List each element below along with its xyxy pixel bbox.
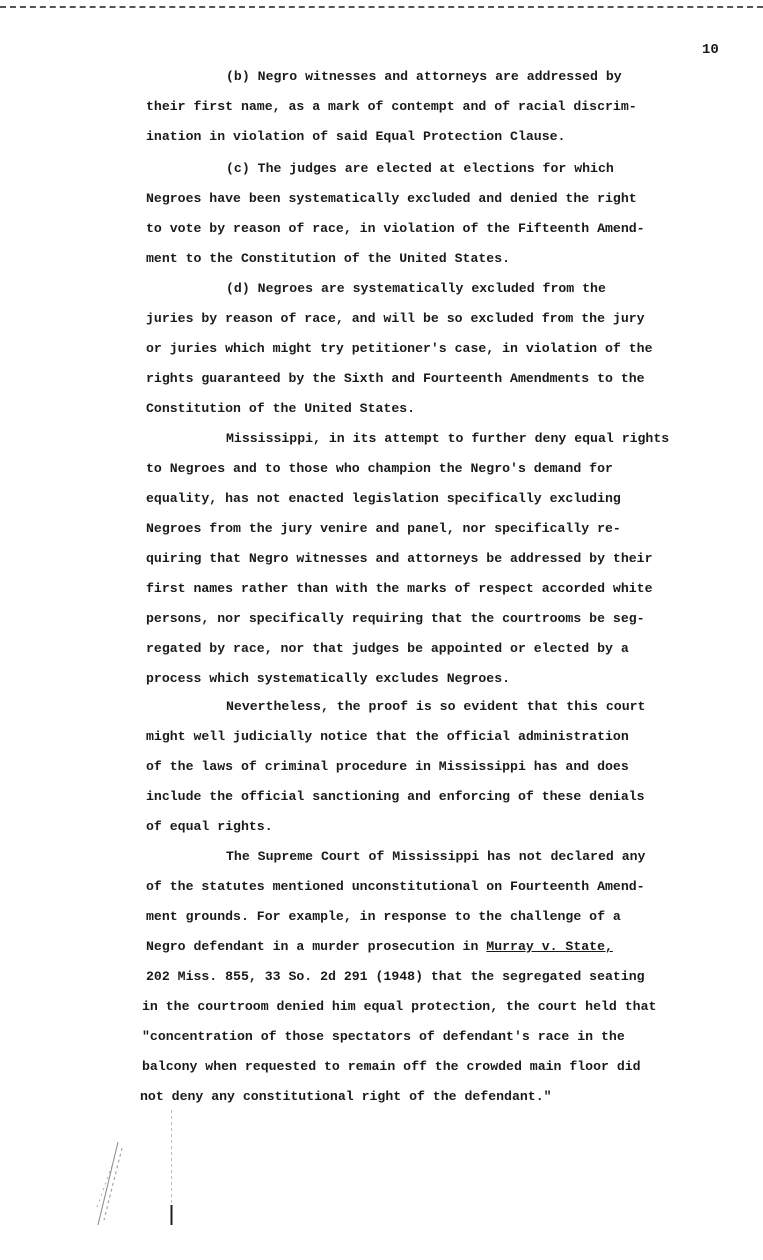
paragraph-line: The Supreme Court of Mississippi has not declared any [226,849,646,864]
paragraph-line: include the official sanctioning and enforcing of these denials [146,789,645,804]
paragraph-line: to Negroes and to those who champion the Negro's demand for [146,461,613,476]
paragraph-line: 202 Miss. 855, 33 So. 2d 291 (1948) that the segregated seating [146,969,645,984]
paragraph-line: juries by reason of race, and will be so excluded from the jury [146,311,645,326]
paragraph-c [146,154,732,274]
paragraph-line: balcony when requested to remain off the crowded main floor did [142,1059,641,1074]
paragraph-supreme-court [140,842,732,1112]
page-top-edge [0,0,763,8]
paragraph-line: (b) Negro witnesses and attorneys are addressed by [226,69,622,84]
paragraph-line: process which systematically excludes Negroes. [146,671,511,686]
paragraph-line: (d) Negroes are systematically excluded from the [226,281,606,296]
paragraph-mississippi [146,424,732,694]
paragraph-line: ment grounds. For example, in response to the challenge of a [146,909,621,924]
paragraph-line: (c) The judges are elected at elections for which [226,161,614,176]
paragraph-line-text: Negro defendant in a murder prosecution in [146,939,487,954]
paragraph-line-with-citation [66,932,732,962]
paragraph-line: might well judicially notice that the official administration [146,729,629,744]
paragraph-line: rights guaranteed by the Sixth and Fourteenth Amendments to the [146,371,645,386]
paragraph-line: persons, nor specifically requiring that the courtrooms be seg- [146,611,645,626]
page-number: 10 [702,42,719,58]
paragraph-line: quiring that Negro witnesses and attorneys be addressed by their [146,551,653,566]
margin-scribble-icon [90,1140,130,1230]
paragraph-line: Mississippi, in its attempt to further deny equal rights [226,431,670,446]
margin-vertical-line-icon [170,1110,173,1225]
paragraph-b [146,62,732,152]
paragraph-line: Constitution of the United States. [146,401,416,416]
paragraph-line: Nevertheless, the proof is so evident that this court [226,699,646,714]
case-citation-name: Murray v. State, [486,939,613,954]
paragraph-line: equality, has not enacted legislation specifically excluding [146,491,621,506]
paragraph-line: regated by race, nor that judges be appointed or elected by a [146,641,629,656]
paragraph-line: of the laws of criminal procedure in Mississippi has and does [146,759,629,774]
paragraph-line: to vote by reason of race, in violation of the Fifteenth Amend- [146,221,645,236]
paragraph-line: Negroes have been systematically excluded and denied the right [146,191,637,206]
paragraph-d [146,274,732,424]
paragraph-line: ination in violation of said Equal Protection Clause. [146,129,566,144]
paragraph-line: Negroes from the jury venire and panel, nor specifically re- [146,521,621,536]
paragraph-line: their first name, as a mark of contempt and of racial discrim- [146,99,637,114]
paragraph-line: "concentration of those spectators of defendant's race in the [142,1029,625,1044]
paragraph-line: of equal rights. [146,819,273,834]
paragraph-line: or juries which might try petitioner's case, in violation of the [146,341,653,356]
paragraph-line: in the courtroom denied him equal protection, the court held that [142,999,657,1014]
paragraph-line: ment to the Constitution of the United States. [146,251,511,266]
paragraph-nevertheless [146,692,732,842]
paragraph-line: first names rather than with the marks of respect accorded white [146,581,653,596]
paragraph-line: of the statutes mentioned unconstitutional on Fourteenth Amend- [146,879,645,894]
paragraph-line: not deny any constitutional right of the defendant." [140,1089,552,1104]
